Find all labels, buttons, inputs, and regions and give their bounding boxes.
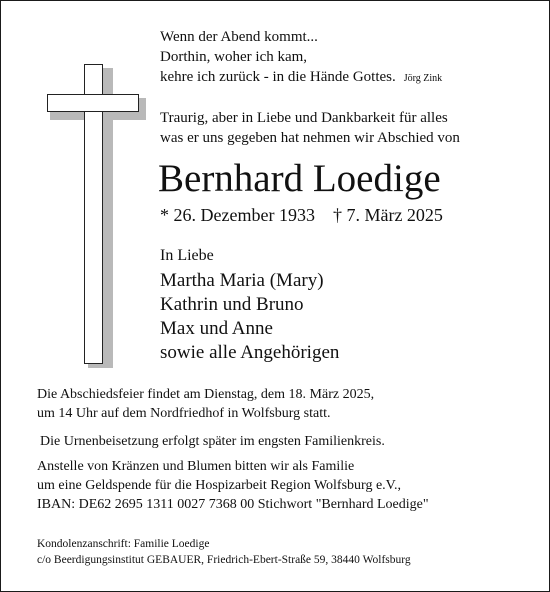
iban: IBAN: DE62 2695 1311 0027 7368 00 Stichwort "Bernhard Loedige" [37,497,429,512]
intro-text: Traurig, aber in Liebe und Dankbarkeit für alles was er uns gegeben hat nehmen wir Abschied von [160,110,460,146]
poem [160,27,442,89]
death-date: † 7. März 2025 [332,205,443,225]
mourner-name: Kathrin und Bruno [160,294,304,315]
mourners-heading: In Liebe [160,247,214,264]
poem-line: Wenn der Abend kommt... [160,29,318,45]
mourner-name: Martha Maria (Mary) [160,270,324,291]
ceremony-notice: Die Abschiedsfeier findet am Dienstag, dem 18. März 2025, um 14 Uhr auf dem Nordfriedhof in Wolfsburg statt. [37,387,375,421]
poem-line: kehre ich zurück - in die Hände Gottes. Jörg Zink [160,69,443,85]
birth-date: * 26. Dezember 1933 [160,205,315,225]
condolence-address: Kondolenzanschrift: Familie Loedige c/o Beerdigungsinstitut GEBAUER, Friedrich-Ebert-Straße 59, 38440 Wolfsburg [37,538,411,566]
burial-notice: Die Urnenbeisetzung erfolgt später im engsten Familienkreis. [40,434,385,449]
poem-author: Jörg Zink [403,73,443,84]
donation-notice: Anstelle von Kränzen und Blumen bitten wir als Familie um eine Geldspende für die Hospizarbeit Region Wolfsburg e.V., IBAN: DE62 2695 1311 0027 7368 00 Stichwort "Bernhard Loedige" [37,459,429,512]
mourner-name: sowie alle Angehörigen [160,342,340,363]
deceased-name: Bernhard Loedige [158,157,441,200]
mourner-name: Max und Anne [160,318,273,339]
poem-line: Dorthin, woher ich kam, [160,49,308,65]
life-dates [160,204,443,226]
mourners-list [160,269,339,365]
